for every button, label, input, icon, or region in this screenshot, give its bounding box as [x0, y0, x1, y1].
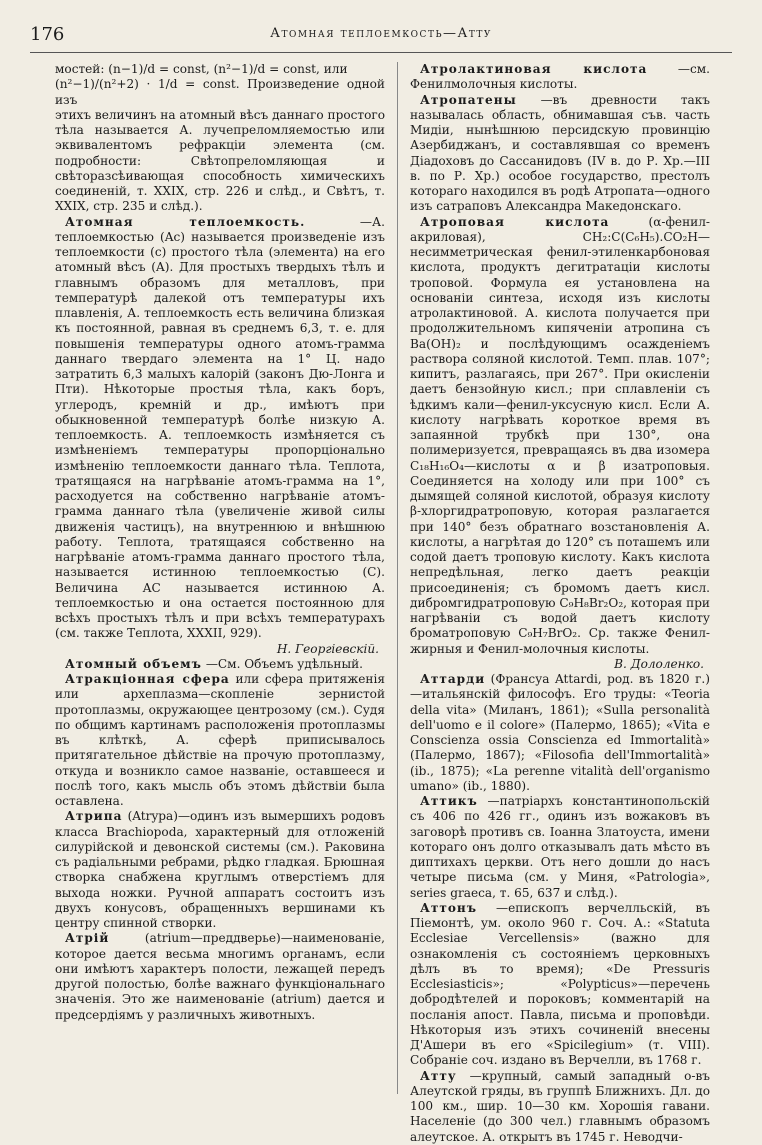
entry-атролактиновая-кислота: [410, 62, 710, 93]
entry-атомная-теплоемкость: [55, 215, 385, 642]
column-divider: [397, 62, 398, 1094]
entry-body: (atrium—преддверье)—наименованіе, которое дается весьма многимъ органамъ, если они имѣютъ характеръ полости, лежащей передъ другой полостью, болѣе важнаго функціональнаго значенія. Это же наименованіе (atrium) дается и предсердіямъ у различныхъ животныхъ.: [55, 931, 385, 1022]
entry-headword: Аттарди: [420, 672, 486, 686]
continuation-paragraph: этихъ величинъ на атомный вѣсъ даннаго простого тѣла называется А. лучепреломляемостью или эквивалентомъ рефракціи элемента (см. подробности: Свѣтопреломляющая и свѣторазсѣивающая способность химическихъ соединеній, т. XXIX, стр. 226 и слѣд., и Свѣтъ, т. XXIX, стр. 235 и слѣд.).: [55, 107, 385, 214]
entry-body: (α-фенил-акриловая), CH₂:C(C₆H₅).CO₂H—несимметрическая фенил-этиленкарбоновая кислота, продуктъ дегитратаціи кислоты троповой. Формула ея установлена на основаніи синтеза, исходя изъ кислоты атролактиновой. А. кислота получается при продолжительномъ кипяченіи атропина съ Ba(OH)₂ и послѣдующимъ осажденіемъ раствора соляной кислотой. Темп. плав. 107°; кипитъ, разлагаясь, при 267°. При окисленіи даетъ бензойную кисл.; при сплавленіи съ ѣдкимъ кали—фенил-уксусную кисл. Если А. кислоту нагрѣвать короткое время въ запаянной трубкѣ при 130°, она полимеризуется, превращаясь въ два изомера C₁₈H₁₆O₄—кислоты α и β изатроповыя. Соединяется на холоду или при 100° съ дымящей соляной кислотой, образуя кислоту β-хлоргидратроповую, которая разлагается при 140° безъ обратнаго возстановленія А. кислоты, а нагрѣтая до 120° съ поташемъ или содой даетъ троповую кислоту. Какъ кислота непредѣльная, легко даетъ реакціи присоединенія; съ бромомъ даетъ кисл. дибромгидратроповую C₉H₈Br₂O₂, которая при нагрѣваніи съ водой даетъ кислоту броматроповую C₉H₇BrO₂. Ср. также Фенил-жирныя и Фенил-молочныя кислоты.: [410, 214, 710, 656]
author-signature: В. Дололенко.: [614, 656, 704, 671]
entry-headword: Атроповая кислота: [420, 214, 610, 229]
entry-headword: Атрипа: [65, 809, 123, 824]
entry-аттикъ: [410, 794, 710, 901]
entry-body: —крупный, самый западный о-въ Алеутской гряды, въ группѣ Ближнихъ. Дл. до 100 км., шир. 10—30 км. Хорошія гавани. Населеніе (до 300 чел.) главнымъ образомъ алеутское. А. открытъ въ 1745 г. Неводчи-: [410, 1068, 710, 1144]
entry-атракц-онная-сфера: [55, 672, 385, 809]
entry-body: —епископъ верчелльскій, въ Піемонтѣ, ум. около 960 г. Соч. А.: «Statuta Ecclesiae Vercellensis» (важно для ознакомленія съ состояніемъ церковныхъ дѣлъ въ то время); «De Pressuris Ecclesiasticis»; «Polypticus»—перечень добродѣтелей и пороковъ; комментарій на посланія апост. Павла, письма и проповѣди. Нѣкоторыя изъ этихъ сочиненій внесены Д'Ашери въ его «Spicilegium» (т. VIII). Собраніе соч. издано въ Верчелли, въ 1768 г.: [410, 900, 710, 1068]
author-signature: Н. Георгіевскій.: [276, 641, 379, 656]
entry-headword: Аттонъ: [420, 900, 478, 915]
entry-атрипа: [55, 809, 385, 931]
entry-headword: Атомная теплоемкость.: [65, 214, 306, 229]
entry-body: —патріархъ константинопольскій съ 406 по 426 гг., одинъ изъ вожаковъ въ заговорѣ противъ св. Іоанна Златоуста, имени котораго онъ долго отказывалъ дать мѣсто въ диптихахъ церкви. Отъ него дошли до насъ четыре письма (см. у Миня, «Patrologia», series graeca, т. 65, 637 и слѣд.).: [410, 794, 710, 900]
entry-атроповая-кислота: [410, 215, 710, 657]
header-rule: [30, 52, 732, 53]
right-column: [410, 62, 710, 1144]
entry-атту: [410, 1069, 710, 1145]
entry-headword: Аттикъ: [420, 794, 478, 808]
entry-атомный-объемъ: [55, 657, 385, 672]
left-column: [55, 62, 385, 1094]
entry-body: (Франсуа Attardi, род. въ 1820 г.)—итальянскій философъ. Его труды: «Teoria della vita» (Миланъ, 1861); «Sulla personalità dell'uomo e il colore» (Палермо, 1865); «Vita e Conscienza ossia Conscienza ed Immortalità» (Палермо, 1867); «Filosofia dell'Immortalità» (ib., 1875); «La perenne vitalità dell'organismo umano» (ib., 1880).: [410, 672, 710, 793]
page-number: 176: [30, 24, 65, 45]
entry-headword: Атомный объемъ: [65, 656, 202, 671]
entry-headword: Атракціонная сфера: [65, 672, 230, 686]
entry-body: (Atrypa)—одинъ изъ вымершихъ родовъ класса Brachiopoda, характерный для отложеній силурійской и девонской системы (см.). Раковина съ радіальными ребрами, рѣдко гладкая. Брюшная створка снабжена круглымъ отверстіемъ для выхода ножки. Ручной аппаратъ состоитъ изъ двухъ конусовъ, обращенныхъ вершинами къ центру спинной створки.: [55, 809, 385, 930]
entry-body: или сфера притяженія или археплазма—скопленіе зернистой протоплазмы, окружающее центрозому (см.). Судя по общимъ картинамъ расположенія протоплазмы въ клѣткѣ, А. сферѣ приписывалось притягательное дѣйствіе на прочую протоплазму, откуда и возникло самое названіе, оставшееся и послѣ того, какъ мысль объ этомъ дѣйствіи была оставлена.: [55, 672, 385, 808]
entry-headword: Атрій: [65, 931, 110, 946]
entry-атропатены: [410, 93, 710, 215]
entry-headword: Атту: [420, 1068, 457, 1083]
entry-body: —см. Фенилмолочныя кислоты.: [410, 62, 710, 92]
entry-аттарди: [410, 672, 710, 794]
entry-body: —А. теплоемкостью (Ac) называется произведеніе изъ теплоемкости (c) простого тѣла (элемента) на его атомный вѣсъ (A). Для простыхъ твердыхъ тѣлъ и главнымъ образомъ для металловъ, при температурѣ далекой отъ температуры ихъ плавленія, А. теплоемкость есть величина близкая къ постоянной, равная въ среднемъ 6,3, т. е. для повышенія температуры одного атомъ-грамма даннаго твердаго элемента на 1° Ц. надо затратить 6,3 малыхъ калорій (законъ Дю-Лонга и Пти). Нѣкоторые простыя тѣла, какъ боръ, углеродъ, кремній и др., имѣютъ при обыкновенной температурѣ болѣе низкую А. теплоемкость. А. теплоемкость измѣняется съ измѣненіемъ температуры пропорціонально измѣненію теплоемкости даннаго тѣла. Теплота, тратящаяся на нагрѣваніе атомъ-грамма на 1°, расходуется на собственно нагрѣваніе атомъ-грамма даннаго тѣла (увеличеніе живой силы движенія частицъ), на внутреннюю и внѣшнюю работу. Теплота, тратящаяся собственно на нагрѣваніе атомъ-грамма даннаго простого тѣла, называется истинною теплоемкостью (C). Величина AC называется истинною А. теплоемкостью и она остается постоянною для всѣхъ простыхъ тѣлъ и при всѣхъ температурахъ (см. также Теплота, XXXII, 929).: [55, 214, 385, 641]
formula-line: мостей: (n−1)/d = const, (n²−1)/d = const, или: [55, 62, 348, 76]
entry-аттонъ: [410, 901, 710, 1069]
entry-body: —въ древности такъ называлась область, обнимавшая съв. часть Мидіи, нынѣшнюю персидскую провинцію Азербиджанъ, и составлявшая со временъ Діадоховъ до Сассанидовъ (IV в. до Р. Хр.—III в. по Р. Хр.) особое государство, престолъ котораго находился въ родѣ Атропата—одного изъ сатраповъ Александра Македонскаго.: [410, 92, 710, 214]
entry-headword: Атропатены: [420, 92, 517, 107]
formula-line: (n²−1)/(n²+2) · 1/d = const. Произведение одной изъ: [55, 77, 385, 107]
running-head: Атомная теплоемкость—Атту: [270, 26, 492, 41]
entry-headword: Атролактиновая кислота: [420, 62, 648, 76]
page-header: [30, 24, 732, 50]
entry-атр-й: [55, 931, 385, 1023]
entry-body: —См. Объемъ удѣльный.: [205, 656, 363, 671]
